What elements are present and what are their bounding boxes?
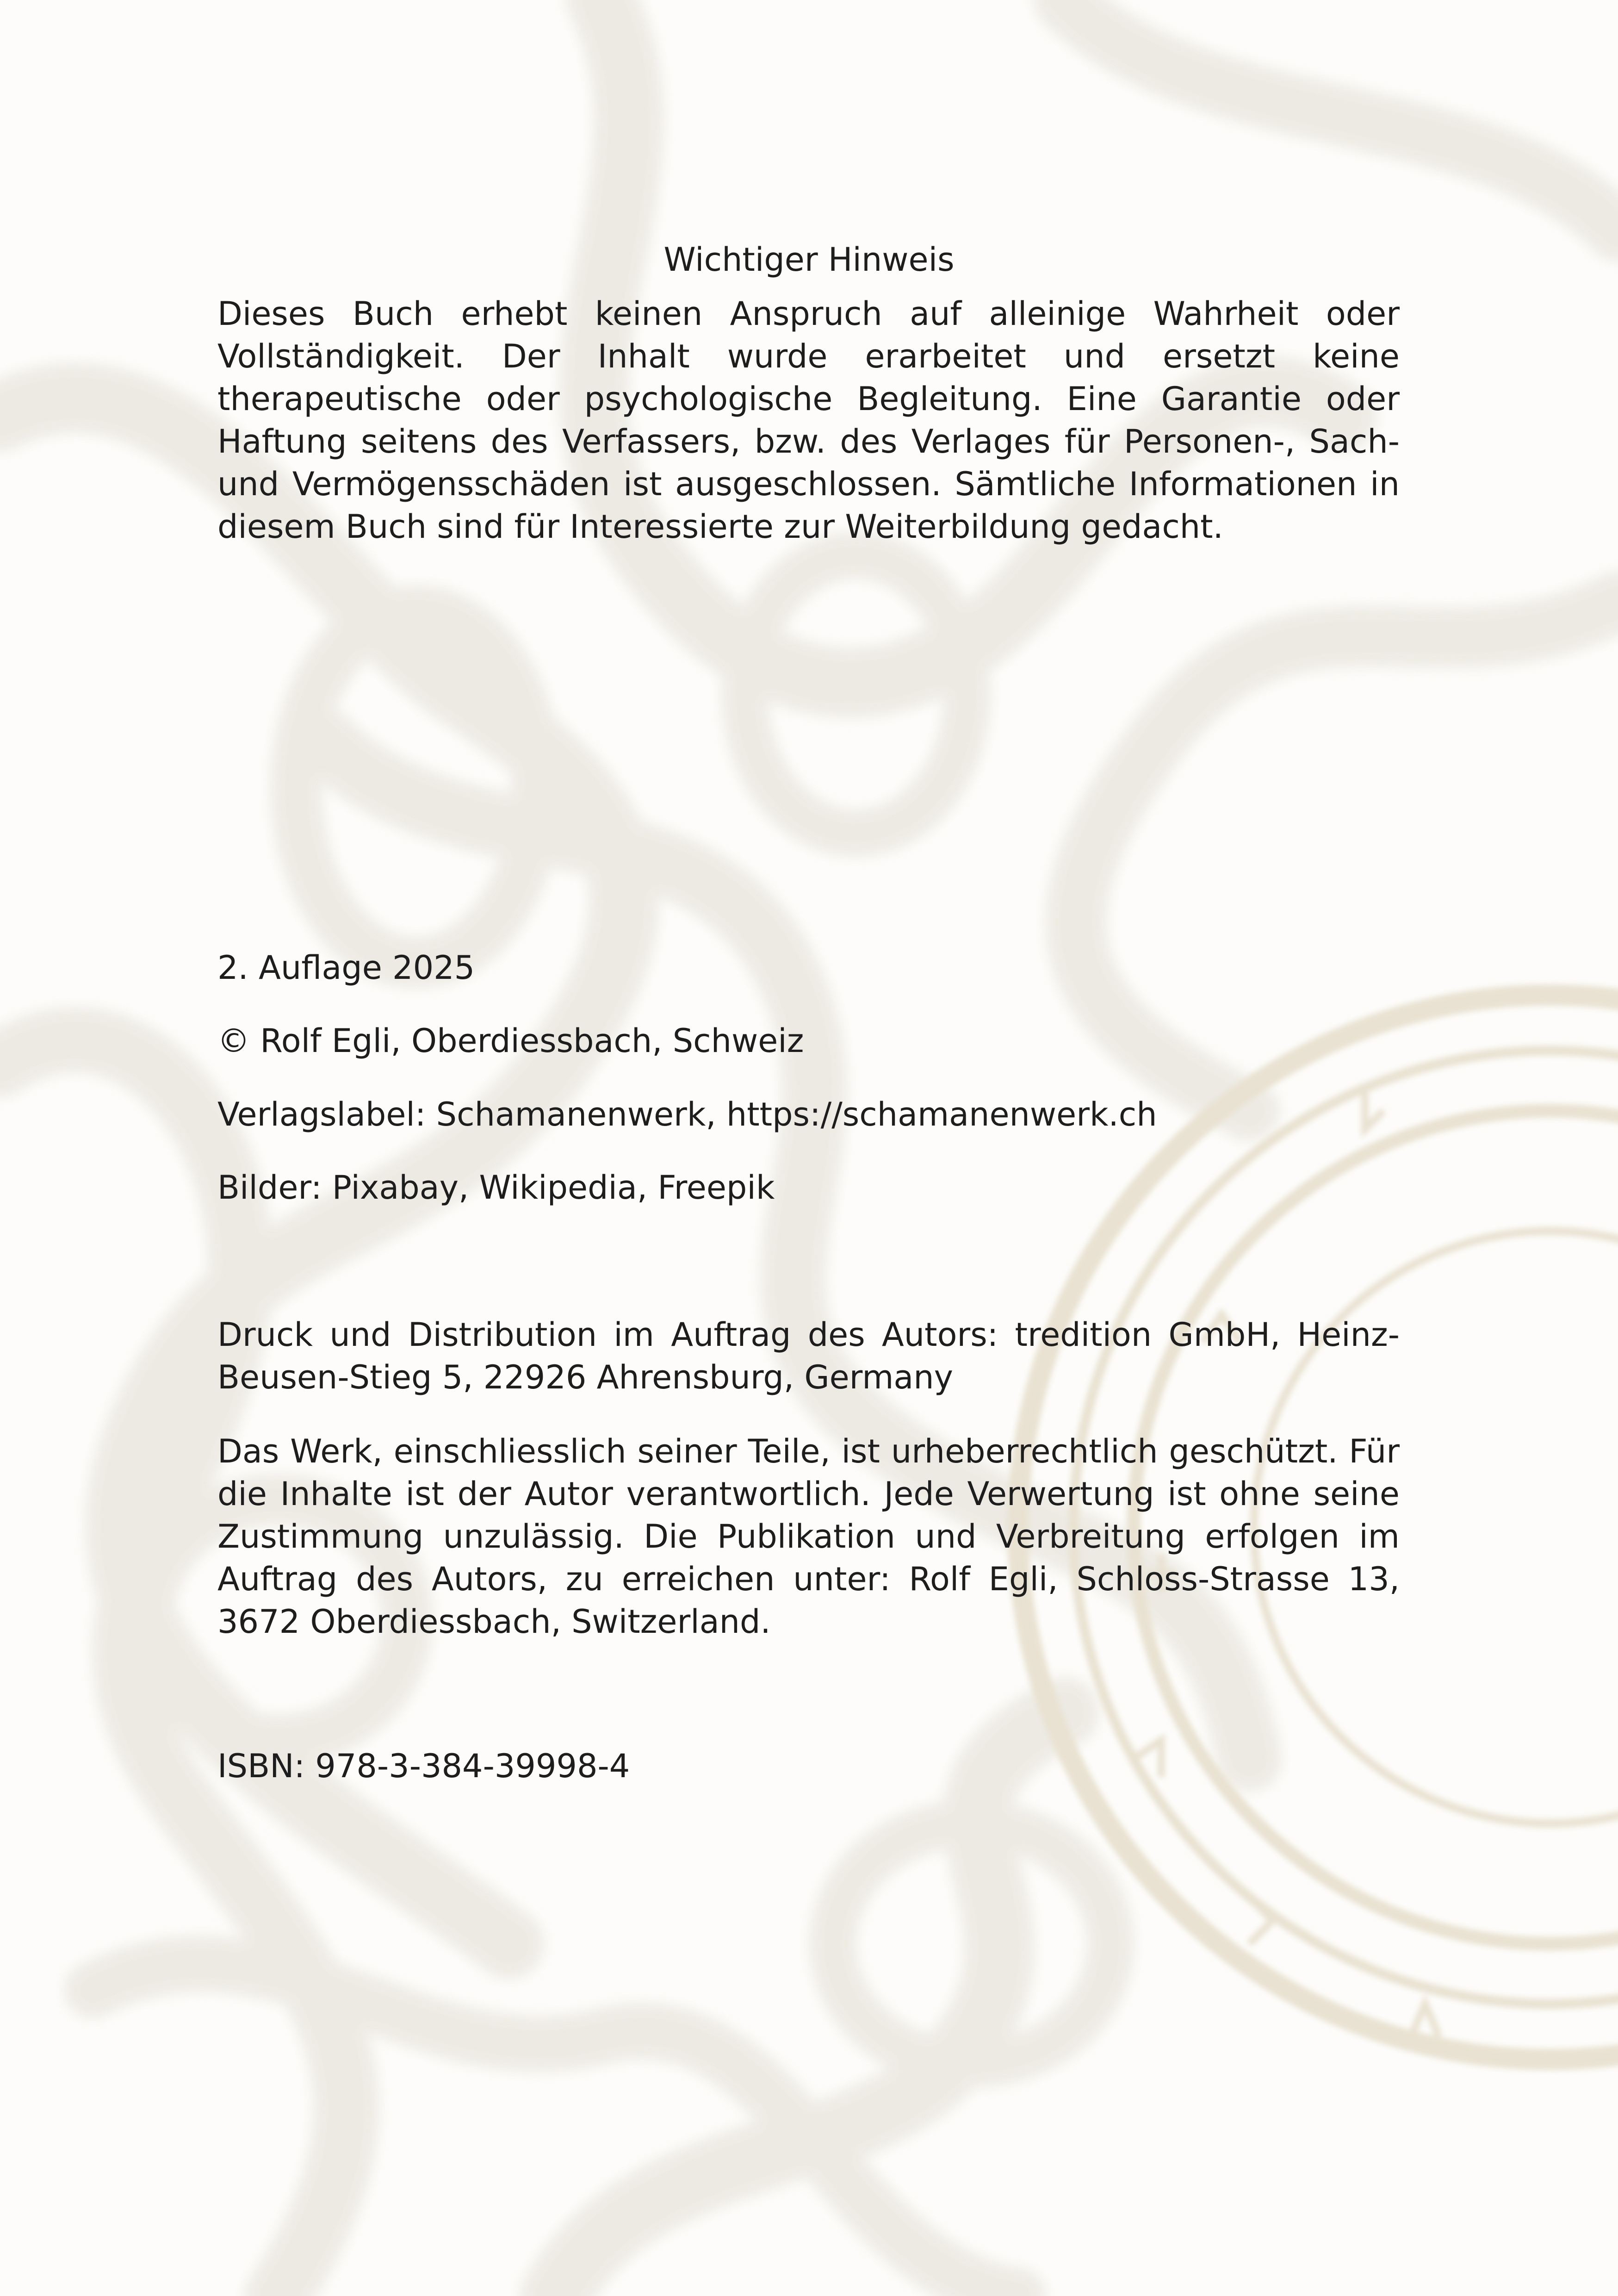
disclaimer-paragraph: Dieses Buch erhebt keinen Anspruch auf alleinige Wahrheit oder Vollständigkeit. Der Inhalt wurde erarbeitet und ersetzt keine therapeutische oder psychologische Begleitung. Eine Garantie oder Haftung seitens des Verfassers, bzw. des Verlages für Personen-, Sach- und Vermögensschäden ist ausgeschlossen. Sämtliche Informationen in diesem Buch sind für Interessierte zur Weiterbildung gedacht. [217, 295, 1400, 546]
image-credits-line: Bilder: Pixabay, Wikipedia, Freepik [217, 1169, 775, 1207]
isbn-line: ISBN: 978-3-384-39998-4 [217, 1747, 630, 1785]
print-distribution-paragraph: Druck und Distribution im Auftrag des Autors: tredition GmbH, Heinz-Beusen-Stieg 5, 22926 Ahrensburg, Germany [217, 1316, 1400, 1396]
notice-title: Wichtiger Hinweis [663, 240, 955, 279]
publisher-label-line: Verlagslabel: Schamanenwerk, https://schamanenwerk.ch [217, 1095, 1157, 1133]
copyright-line: © Rolf Egli, Oberdiessbach, Schweiz [217, 1022, 804, 1060]
edition-line: 2. Auflage 2025 [217, 949, 475, 987]
copyright-notice-paragraph: Das Werk, einschliesslich seiner Teile, ist urheberrechtlich geschützt. Für die Inhalte ist der Autor verantwortlich. Jede Verwertung ist ohne seine Zustimmung unzulässig. Die Publikation und Verbreitung erfolgen im Auftrag des Autors, zu erreichen unter: Rolf Egli, Schloss-Strasse 13, 3672 Oberdiessbach, Switzerland. [217, 1432, 1400, 1641]
